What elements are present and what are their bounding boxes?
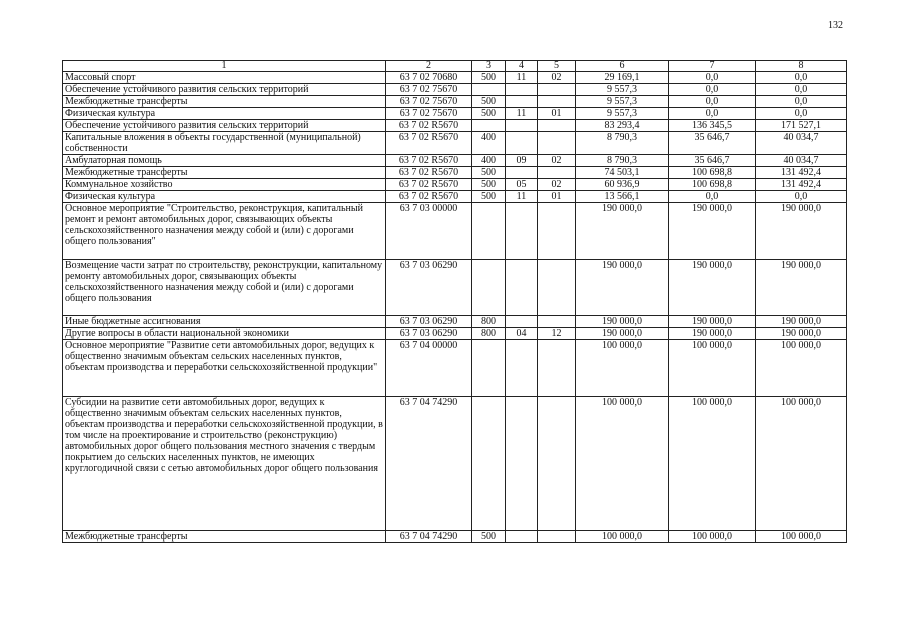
row-name-cell: Амбулаторная помощь xyxy=(63,155,386,167)
row-col8-cell: 100 000,0 xyxy=(756,340,847,397)
row-col5-cell xyxy=(538,397,576,531)
row-col5-cell xyxy=(538,260,576,316)
row-col3-cell xyxy=(472,340,506,397)
row-col5-cell: 12 xyxy=(538,328,576,340)
row-col4-cell xyxy=(506,531,538,543)
row-code-cell: 63 7 03 06290 xyxy=(386,328,472,340)
row-col7-cell: 190 000,0 xyxy=(669,203,756,260)
row-name-cell: Обеспечение устойчивого развития сельских территорий xyxy=(63,120,386,132)
row-col4-cell: 05 xyxy=(506,179,538,191)
row-col3-cell: 500 xyxy=(472,191,506,203)
row-col3-cell: 400 xyxy=(472,132,506,155)
row-col4-cell: 11 xyxy=(506,191,538,203)
row-col8-cell: 0,0 xyxy=(756,108,847,120)
column-header: 3 xyxy=(472,61,506,72)
row-col4-cell xyxy=(506,96,538,108)
row-name-cell: Физическая культура xyxy=(63,191,386,203)
row-code-cell: 63 7 02 R5670 xyxy=(386,132,472,155)
row-name-cell: Межбюджетные трансферты xyxy=(63,531,386,543)
row-col6-cell: 29 169,1 xyxy=(576,72,669,84)
row-col4-cell xyxy=(506,316,538,328)
row-col3-cell xyxy=(472,397,506,531)
row-col7-cell: 0,0 xyxy=(669,108,756,120)
row-col6-cell: 9 557,3 xyxy=(576,96,669,108)
row-col8-cell: 190 000,0 xyxy=(756,328,847,340)
row-col5-cell xyxy=(538,316,576,328)
row-col6-cell: 190 000,0 xyxy=(576,328,669,340)
row-code-cell: 63 7 04 00000 xyxy=(386,340,472,397)
row-code-cell: 63 7 02 R5670 xyxy=(386,167,472,179)
row-col7-cell: 0,0 xyxy=(669,84,756,96)
row-code-cell: 63 7 02 75670 xyxy=(386,108,472,120)
table-row xyxy=(63,132,847,155)
row-col8-cell: 0,0 xyxy=(756,191,847,203)
row-name-cell: Субсидии на развитие сети автомобильных дорог, ведущих к общественно значимым объектам сельских населенных пунктов, объектам производства и переработки сельскохозяйственной продукции, в том числе на проектирование и строительство (реконструкцию) автомобильных дорог общего пользования местного значения с твердым покрытием до сельских населенных пунктов, не имеющих круглогодичной связи с сетью автомобильных дорог общего пользования xyxy=(63,397,386,531)
row-col8-cell: 171 527,1 xyxy=(756,120,847,132)
row-col5-cell: 01 xyxy=(538,191,576,203)
row-col5-cell xyxy=(538,340,576,397)
row-name-cell: Коммунальное хозяйство xyxy=(63,179,386,191)
row-name-cell: Межбюджетные трансферты xyxy=(63,96,386,108)
row-col5-cell xyxy=(538,203,576,260)
row-col8-cell: 190 000,0 xyxy=(756,260,847,316)
table-row xyxy=(63,191,847,203)
row-code-cell: 63 7 02 R5670 xyxy=(386,120,472,132)
column-header: 6 xyxy=(576,61,669,72)
row-col3-cell: 500 xyxy=(472,96,506,108)
row-col3-cell: 500 xyxy=(472,179,506,191)
row-col5-cell xyxy=(538,96,576,108)
row-col7-cell: 190 000,0 xyxy=(669,328,756,340)
table-row xyxy=(63,316,847,328)
row-code-cell: 63 7 02 70680 xyxy=(386,72,472,84)
row-col7-cell: 100 698,8 xyxy=(669,167,756,179)
row-code-cell: 63 7 02 R5670 xyxy=(386,179,472,191)
row-col7-cell: 0,0 xyxy=(669,96,756,108)
table-row xyxy=(63,72,847,84)
row-name-cell: Основное мероприятие "Развитие сети автомобильных дорог, ведущих к общественно значимым объектам сельских населенных пунктов, объектам производства и переработки сельскохозяйственной продукции" xyxy=(63,340,386,397)
row-col4-cell xyxy=(506,120,538,132)
row-code-cell: 63 7 03 06290 xyxy=(386,260,472,316)
row-col7-cell: 190 000,0 xyxy=(669,316,756,328)
row-col8-cell: 100 000,0 xyxy=(756,397,847,531)
row-col7-cell: 0,0 xyxy=(669,72,756,84)
row-col3-cell xyxy=(472,84,506,96)
row-col7-cell: 35 646,7 xyxy=(669,155,756,167)
row-col4-cell xyxy=(506,167,538,179)
table-row xyxy=(63,155,847,167)
row-col4-cell xyxy=(506,340,538,397)
row-col6-cell: 74 503,1 xyxy=(576,167,669,179)
row-code-cell: 63 7 02 R5670 xyxy=(386,191,472,203)
table-body xyxy=(63,72,847,543)
column-header: 7 xyxy=(669,61,756,72)
row-col4-cell: 09 xyxy=(506,155,538,167)
row-code-cell: 63 7 04 74290 xyxy=(386,397,472,531)
row-col8-cell: 131 492,4 xyxy=(756,167,847,179)
row-col6-cell: 190 000,0 xyxy=(576,316,669,328)
row-col5-cell xyxy=(538,132,576,155)
row-col3-cell xyxy=(472,120,506,132)
row-col6-cell: 100 000,0 xyxy=(576,397,669,531)
row-col4-cell: 11 xyxy=(506,72,538,84)
table-row xyxy=(63,96,847,108)
table-row xyxy=(63,328,847,340)
row-col6-cell: 83 293,4 xyxy=(576,120,669,132)
row-col7-cell: 190 000,0 xyxy=(669,260,756,316)
row-col8-cell: 190 000,0 xyxy=(756,316,847,328)
row-col3-cell: 500 xyxy=(472,108,506,120)
row-col6-cell: 100 000,0 xyxy=(576,340,669,397)
row-name-cell: Межбюджетные трансферты xyxy=(63,167,386,179)
row-col6-cell: 190 000,0 xyxy=(576,260,669,316)
row-col4-cell xyxy=(506,397,538,531)
row-name-cell: Капитальные вложения в объекты государственной (муниципальной) собственности xyxy=(63,132,386,155)
row-col7-cell: 100 000,0 xyxy=(669,531,756,543)
row-col5-cell: 02 xyxy=(538,155,576,167)
row-name-cell: Физическая культура xyxy=(63,108,386,120)
header-row xyxy=(63,61,847,72)
table-row xyxy=(63,120,847,132)
row-name-cell: Обеспечение устойчивого развития сельских территорий xyxy=(63,84,386,96)
row-col6-cell: 190 000,0 xyxy=(576,203,669,260)
column-header: 5 xyxy=(538,61,576,72)
row-name-cell: Другие вопросы в области национальной экономики xyxy=(63,328,386,340)
row-col6-cell: 9 557,3 xyxy=(576,108,669,120)
row-col5-cell: 02 xyxy=(538,179,576,191)
row-col4-cell xyxy=(506,132,538,155)
row-code-cell: 63 7 02 R5670 xyxy=(386,155,472,167)
row-col5-cell xyxy=(538,84,576,96)
row-col6-cell: 8 790,3 xyxy=(576,155,669,167)
row-col3-cell: 400 xyxy=(472,155,506,167)
row-col8-cell: 40 034,7 xyxy=(756,132,847,155)
row-col3-cell xyxy=(472,203,506,260)
row-col4-cell xyxy=(506,203,538,260)
row-code-cell: 63 7 04 74290 xyxy=(386,531,472,543)
table-row xyxy=(63,203,847,260)
row-col4-cell xyxy=(506,84,538,96)
column-header: 4 xyxy=(506,61,538,72)
row-col6-cell: 8 790,3 xyxy=(576,132,669,155)
table-row xyxy=(63,397,847,531)
table-row xyxy=(63,260,847,316)
row-col8-cell: 0,0 xyxy=(756,96,847,108)
row-code-cell: 63 7 02 75670 xyxy=(386,96,472,108)
table-row xyxy=(63,340,847,397)
row-col5-cell xyxy=(538,531,576,543)
table-row xyxy=(63,167,847,179)
page-number: 132 xyxy=(828,20,843,31)
row-code-cell: 63 7 02 75670 xyxy=(386,84,472,96)
row-col7-cell: 100 000,0 xyxy=(669,340,756,397)
row-col3-cell: 500 xyxy=(472,167,506,179)
row-col3-cell: 800 xyxy=(472,328,506,340)
table-row xyxy=(63,108,847,120)
row-col3-cell: 500 xyxy=(472,72,506,84)
column-header: 2 xyxy=(386,61,472,72)
row-col7-cell: 100 698,8 xyxy=(669,179,756,191)
table-row xyxy=(63,179,847,191)
row-col4-cell xyxy=(506,260,538,316)
row-col6-cell: 13 566,1 xyxy=(576,191,669,203)
row-col8-cell: 40 034,7 xyxy=(756,155,847,167)
table-row xyxy=(63,84,847,96)
row-col8-cell: 131 492,4 xyxy=(756,179,847,191)
row-col8-cell: 0,0 xyxy=(756,72,847,84)
row-col3-cell xyxy=(472,260,506,316)
row-col5-cell: 01 xyxy=(538,108,576,120)
row-col8-cell: 190 000,0 xyxy=(756,203,847,260)
row-col4-cell: 11 xyxy=(506,108,538,120)
row-col7-cell: 100 000,0 xyxy=(669,397,756,531)
row-code-cell: 63 7 03 06290 xyxy=(386,316,472,328)
row-code-cell: 63 7 03 00000 xyxy=(386,203,472,260)
column-header: 8 xyxy=(756,61,847,72)
row-col6-cell: 100 000,0 xyxy=(576,531,669,543)
row-col3-cell: 500 xyxy=(472,531,506,543)
row-col7-cell: 0,0 xyxy=(669,191,756,203)
table-row xyxy=(63,531,847,543)
row-name-cell: Основное мероприятие "Строительство, реконструкция, капитальный ремонт и ремонт автомобильных дорог, связывающих объекты сельскохозяйственного назначения между собой и (или) с дорогами общего пользования" xyxy=(63,203,386,260)
budget-table xyxy=(62,60,847,543)
row-col4-cell: 04 xyxy=(506,328,538,340)
row-col6-cell: 60 936,9 xyxy=(576,179,669,191)
row-col7-cell: 136 345,5 xyxy=(669,120,756,132)
row-name-cell: Массовый спорт xyxy=(63,72,386,84)
row-col5-cell: 02 xyxy=(538,72,576,84)
row-col5-cell xyxy=(538,167,576,179)
column-header: 1 xyxy=(63,61,386,72)
row-name-cell: Иные бюджетные ассигнования xyxy=(63,316,386,328)
row-name-cell: Возмещение части затрат по строительству, реконструкции, капитальному ремонту автомобильных дорог, связывающих объекты сельскохозяйственного назначения между собой и (или) с дорогами общего пользования xyxy=(63,260,386,316)
row-col3-cell: 800 xyxy=(472,316,506,328)
row-col5-cell xyxy=(538,120,576,132)
row-col8-cell: 0,0 xyxy=(756,84,847,96)
row-col6-cell: 9 557,3 xyxy=(576,84,669,96)
row-col8-cell: 100 000,0 xyxy=(756,531,847,543)
row-col7-cell: 35 646,7 xyxy=(669,132,756,155)
